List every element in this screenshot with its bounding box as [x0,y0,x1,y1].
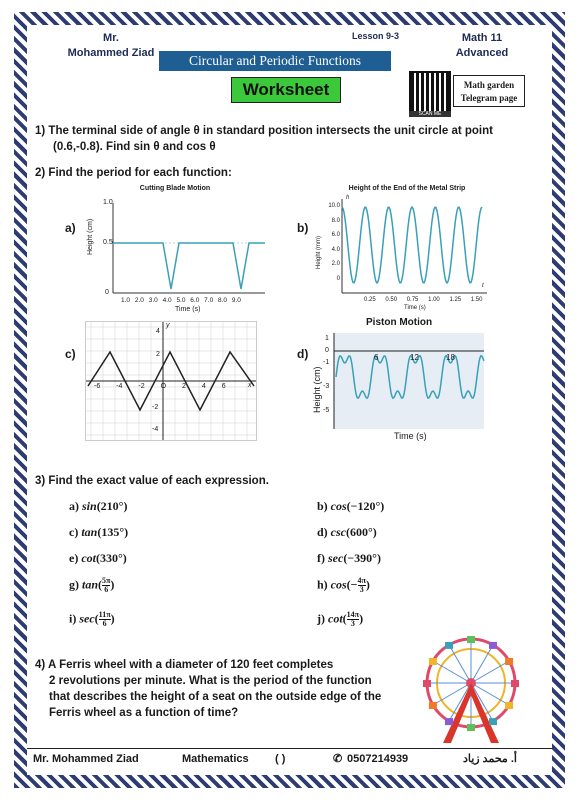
graph-b-xlabel: Time (s) [404,305,426,311]
graph-a-xticks: 1.0 2.0 3.0 4.0 5.0 6.0 7.0 8.0 9.0 [121,297,241,304]
graph-d-xtick-0: 6 [374,353,379,362]
qr-scan-label: SCAN ME [409,111,451,117]
label-d: d) [297,347,309,361]
graph-c-plot [86,322,256,440]
graph-d-xtick-2: 18 [446,353,455,362]
graph-a-xlabel: Time (s) [175,306,201,313]
worksheet-label: Worksheet [231,77,341,103]
question-1 [35,123,547,155]
footer-name: Mr. Mohammed Ziad [33,753,139,765]
graph-d-ytick-2: -1 [323,359,330,366]
graph-c-axis-x: x [248,382,252,389]
q3-item-b: b) cos(−120°) [317,499,385,513]
graph-a-ytick-2: 0.5 [103,239,113,246]
graph-d-plot [312,317,492,443]
graph-c-ytick-1: 2 [156,351,160,358]
course-level: Advanced [455,47,509,59]
q3-item-c: c) tan(135°) [69,525,129,539]
ferris-wheel-icon [411,631,531,747]
graph-c [85,321,257,441]
telegram-box [453,75,525,107]
graph-b-xticks: 0.25 0.50 0.75 1.00 1.25 1.50 [364,297,483,303]
graph-d [312,317,492,443]
course-name: Math 11 [461,32,503,44]
graph-d-ytick-1: 0 [325,347,329,354]
label-a: a) [65,221,76,235]
graph-b [312,185,492,315]
q4-line1: 4) A Ferris wheel with a diameter of 120 feet completes [35,659,334,671]
q3-item-g: g) tan( $\frac{5\pi}{6}$ ) [69,576,115,594]
graph-a-title: Cutting Blade Motion [139,185,211,192]
graph-a-ytick-3: 0 [105,289,109,296]
graph-d-xtick-1: 12 [410,353,419,362]
q1-line2: (0.6,-0.8). Find sin θ and cos θ [53,141,216,153]
q4-line3: that describes the height of a seat on the outside edge of the [49,691,382,703]
q3-item-e: e) cot(330°) [69,551,127,565]
footer-blank: ( ) [275,753,286,765]
garden-line1: Math garden [463,80,515,90]
q3-item-h: h) cos(− $\frac{4\pi}{3}$ ) [317,576,370,594]
graph-d-title: Piston Motion [366,317,433,328]
label-c: c) [65,347,76,361]
graph-c-xticks: -6 -4 -2 O 2 4 6 [94,383,226,390]
q3-item-j: j) cot( $\frac{14\pi}{3}$ ) [317,610,364,628]
graph-c-ytick-0: 4 [156,328,160,335]
graph-d-ytick-0: 1 [325,335,329,342]
teacher-title: Mr. [103,32,119,44]
graph-d-ytick-3: -3 [323,383,330,390]
worksheet-page [27,25,552,775]
graph-d-ytick-4: -5 [323,407,330,414]
q4-line2: 2 revolutions per minute. What is the period of the function [49,675,372,687]
footer-phone: 0507214939 [347,753,409,765]
lesson-number: Lesson 9-3 [352,31,400,41]
graph-c-axis-y: y [166,322,170,329]
graph-a-ytick-1: 1.0 [103,199,113,206]
q3-item-f: f) sec(−390°) [317,551,381,565]
teacher-name: Mohammed Ziad [67,47,155,59]
graph-b-axis-t: t [482,283,484,289]
graph-c-ytick-2: -2 [152,404,159,411]
graph-b-ylabel: Height (mm) [316,235,322,269]
q3-item-a: a) sin(210°) [69,499,128,513]
graph-c-ytick-3: -4 [152,426,159,433]
footer [27,748,552,769]
q3-item-d: d) csc(600°) [317,525,377,539]
question-4 [35,657,405,721]
footer-arabic: أ. محمد زياد [463,753,517,765]
graph-d-ylabel: Height (cm) [312,366,322,413]
q4-line4: Ferris wheel as a function of time? [49,707,239,719]
qr-code-icon[interactable] [409,71,451,113]
garden-line2: Telegram page [460,93,518,103]
graph-b-axis-h: h [346,195,350,201]
graph-b-yticks: 10.0 8.0 6.0 4.0 2.0 0 [328,203,340,282]
lesson-title: Circular and Periodic Functions [159,51,391,71]
phone-icon: ✆ [333,753,343,765]
question-3: 3) Find the exact value of each expression. [35,475,269,487]
label-b: b) [297,221,309,235]
teacher-block [51,31,171,61]
graph-a-ylabel: Height (cm) [87,218,94,255]
graph-a [85,185,270,315]
q1-line1: 1) The terminal side of angle θ in standard position intersects the unit circle at point [35,125,493,137]
graph-d-xlabel: Time (s) [394,431,427,441]
graph-b-title: Height of the End of the Metal Strip [348,185,466,192]
course-block [437,31,527,61]
footer-subject: Mathematics [182,753,249,765]
question-2: 2) Find the period for each function: [35,167,232,179]
q3-item-i: i) sec( $\frac{11\pi}{6}$ ) [69,610,115,628]
